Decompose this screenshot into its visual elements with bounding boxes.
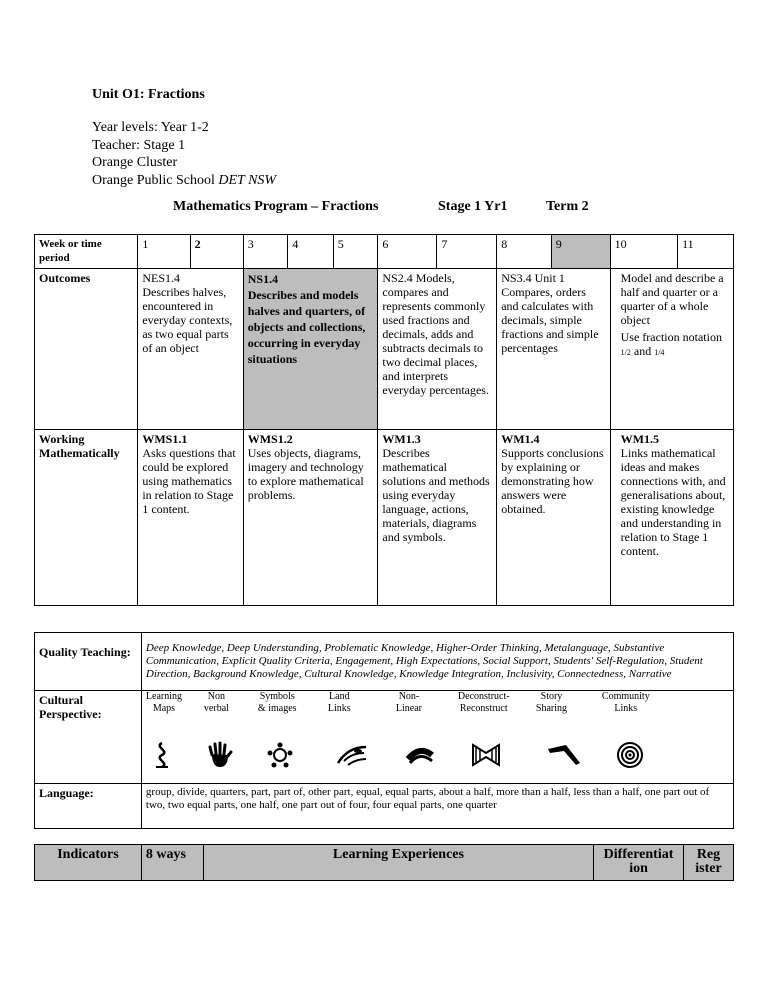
hand-icon [206,741,234,769]
outcomes-table [34,234,734,606]
cult-label-story-sharing: Story Sharing [535,691,568,714]
week-2: 2 [190,235,243,269]
week-4: 4 [288,235,333,269]
school: Orange Public School DET NSW [92,172,277,188]
language-label: Language: [35,784,142,829]
differentiation-header: Differentiat ion [594,845,684,881]
wm-wms11: WMS1.1 Asks questions that could be explored using mathematics in relation to Stage 1 content. [138,430,243,606]
cult-label-non-linear: Non- Linear [395,691,423,714]
learning-header-row [35,845,734,881]
fraction-half: 1/2 [620,348,631,357]
quality-row [35,633,734,691]
cultural-row [35,691,734,784]
bowtie-icon [470,741,502,769]
cult-label-community-links: Community Links [601,691,650,714]
week-3: 3 [243,235,288,269]
wm-wms12: WMS1.2 Uses objects, diagrams, imagery and technology to explore mathematical problems. [243,430,378,606]
week-10: 10 [610,235,677,269]
unit-title: Unit O1: Fractions [92,87,205,102]
quality-label: Quality Teaching: [35,633,142,691]
week-7: 7 [437,235,497,269]
wm-wm15: WM1.5 Links mathematical ideas and makes connections with, and generalisations about, existing knowledge and understanding in relation to Stage 1 content. [610,430,733,606]
week-row [35,235,734,269]
week-6: 6 [378,235,437,269]
outcomes-row [35,269,734,430]
program-stage: Stage 1 Yr1 [438,199,508,214]
outcomes-label: Outcomes [35,269,138,430]
boomerang-icon [546,741,582,769]
week-9: 9 [551,235,610,269]
register-header: Reg ister [684,845,734,881]
outcome-ns24: NS2.4 Models, compares and represents commonly used fractions and decimals, adds and subtracts decimals to two decimal places, and interprets everyday percentages. [378,269,497,430]
indicators-header: Indicators [35,845,142,881]
hand-land-icon [336,741,370,769]
program-term: Term 2 [546,199,589,214]
week-8: 8 [497,235,551,269]
learning-table [34,844,734,881]
ways-header: 8 ways [141,845,203,881]
wm-wm13: WM1.3 Describes mathematical solutions and methods using everyday language, actions, materials, diagrams and symbols. [378,430,497,606]
cult-label-learning-maps: Learning Maps [145,691,183,714]
circle-dots-icon [266,741,294,769]
wm-label: Working Mathematically [35,430,138,606]
language-text: group, divide, quarters, part, part of, other part, equal, equal parts, about a half, more than a half, less than a half, one part out of two, two equal parts, one half, one part out of four, four equal parts, one quarter [141,784,733,829]
wm-row [35,430,734,606]
cultural-label: Cultural Perspective: [35,691,142,784]
cult-label-land-links: Land Links [327,691,351,714]
cult-label-deconstruct: Deconstruct- Reconstruct [457,691,510,714]
language-row [35,784,734,829]
wm-wm14: WM1.4 Supports conclusions by explaining or demonstrating how answers were obtained. [497,430,610,606]
perspectives-table [34,632,734,829]
quality-text: Deep Knowledge, Deep Understanding, Problematic Knowledge, Higher-Order Thinking, Metalanguage, Substantive Communication, Explicit Quality Criteria, Engagement, High Expectations, Social Support, Students' Self-Regulation, Student Direction, Background Knowledge, Cultural Knowledge, Knowledge Integration, Inclusivity, Connectedness, Narrative [141,633,733,691]
cultural-cell [141,691,733,784]
year-levels: Year levels: Year 1-2 [92,120,209,135]
outcome-ns34: NS3.4 Unit 1 Compares, orders and calculates with decimals, simple fractions and simple percentages [497,269,610,430]
cult-label-symbols: Symbols & images [257,691,297,714]
outcome-nes14: NES1.4 Describes halves, encountered in everyday contexts, as two equal parts of an object [138,269,243,430]
info-block [92,119,276,189]
fraction-quarter: 1/4 [654,348,665,357]
lines-icon [404,741,436,769]
week-label: Week or time period [35,235,138,269]
teacher: Teacher: Stage 1 [92,137,186,153]
spiral-icon [616,741,644,769]
outcome-model: Model and describe a half and quarter or a quarter of a whole object Use fraction notation 1/2 and 1/4 [610,269,733,430]
program-title: Mathematics Program – Fractions [173,199,379,214]
outcome-ns14: NS1.4 Describes and models halves and quarters, of objects and collections, occurring in everyday situations [243,269,378,430]
week-5: 5 [333,235,378,269]
week-11: 11 [678,235,734,269]
cult-label-non-verbal: Non verbal [203,691,229,714]
week-1: 1 [138,235,190,269]
experiences-header: Learning Experiences [203,845,593,881]
cluster: Orange Cluster [92,155,178,170]
squiggle-icon [148,741,176,769]
